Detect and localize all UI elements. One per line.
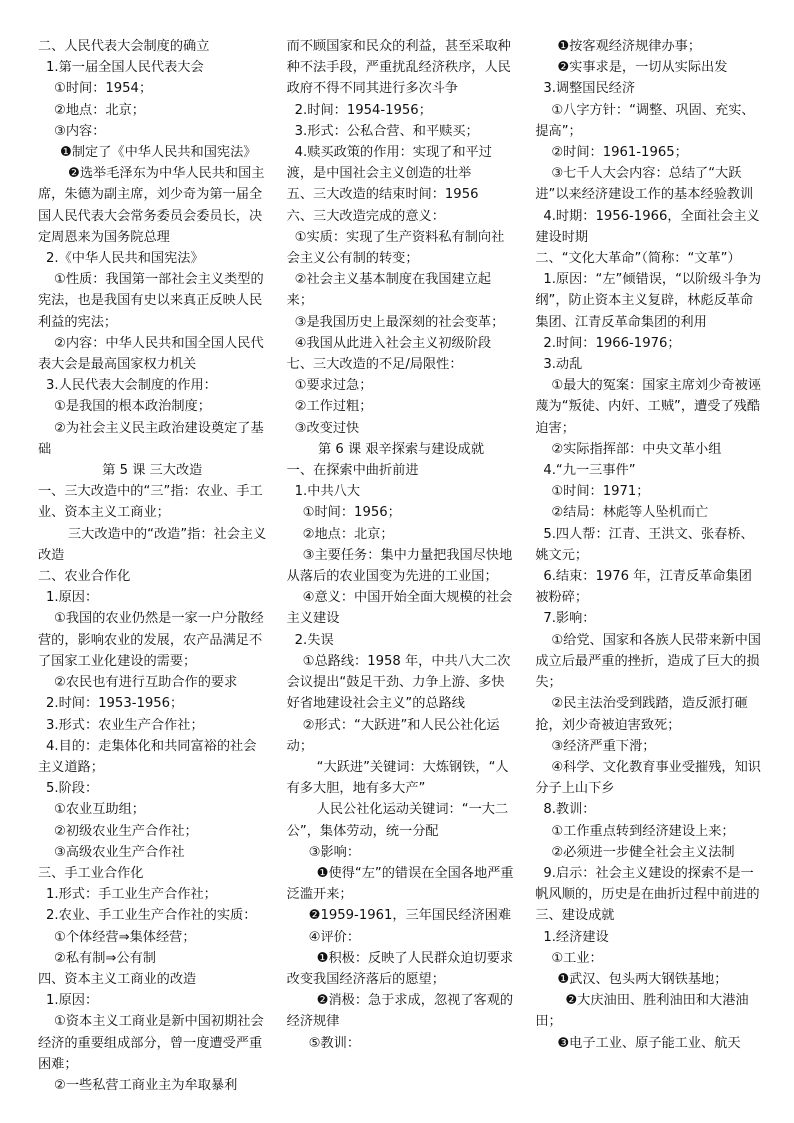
text-line: 七、三大改造的不足/局限性： (286, 357, 463, 373)
text-line: ③影响： (308, 844, 361, 860)
text-line: “大跃进”关键词：大炼钢铁，“人有多大胆，地有多大产” (286, 759, 509, 797)
text-line: ④评价： (308, 929, 361, 945)
text-line: ①工业： (551, 950, 603, 966)
text-line: 五、三大改造的结束时间：1956 (286, 187, 479, 203)
text-line: ③七千人大会内容：总结了“大跃进”以来经济建设工作的基本经验教训 (535, 166, 754, 203)
text-line: 8.教训： (543, 802, 596, 818)
text-line: 二、人民代表大会制度的确立 (38, 39, 210, 54)
text-line: ❶积极：反映了人民群众迫切要求改变我国经济落后的愿望； (286, 950, 514, 987)
text-line: 而不顾国家和民众的利益，甚至采取种种不法手段，严重扰乱经济秩序，人民政府不得不同其进行多次斗争 (286, 39, 511, 97)
text-line: 二、“文化大革命”（简称：“文革”） (535, 251, 741, 267)
text-line: 7.影响： (543, 611, 596, 627)
text-line: ①农业互助组； (54, 802, 145, 818)
text-line: ②农民也有进行互助合作的要求 (54, 675, 238, 691)
text-line: 9.启示：社会主义建设的探索不是一帆风顺的，历史是在曲折过程中前进的 (535, 865, 760, 903)
text-line: ②结局：林彪等人坠机而亡 (551, 505, 709, 521)
text-line: 人民公社化运动关键词：“一大二公”，集体劳动，统一分配 (286, 802, 509, 839)
text-line: ①是我国的根本政治制度； (54, 399, 211, 415)
text-line: 2.时间：1953-1956； (46, 696, 184, 712)
text-line: 3.调整国民经济 (543, 81, 636, 97)
text-line: ①性质：我国第一部社会主义类型的宪法，也是我国有史以来真正反映人民利益的宪法； (38, 272, 264, 330)
text-line: ③内容： (54, 123, 106, 139)
text-line: 一、在探索中曲折前进 (286, 463, 419, 479)
text-line: ①要求过急； (294, 378, 373, 394)
text-line: ③改变过快 (294, 420, 360, 436)
text-line: ①八字方针：“调整、巩固、充实、提高”； (535, 102, 755, 139)
text-line: 2.农业、手工业生产合作社的实质： (46, 908, 257, 924)
text-line: ②初级农业生产合作社； (54, 823, 198, 839)
text-line: 四、资本主义工商业的改造 (38, 971, 197, 987)
text-line: ②实际指挥部：中央文革小组 (551, 441, 722, 457)
text-line: ②地点：北京； (54, 102, 145, 118)
text-line: 1.原因： (46, 993, 99, 1009)
column-left (38, 36, 267, 1123)
text-line: ①资本主义工商业是新中国初期社会经济的重要组成部分，曾一度遭受严重困难； (38, 1014, 264, 1072)
text-line: 6.结束：1976 年，江青反革命集团被粉碎； (535, 569, 752, 606)
text-line: 一、三大改造中的“三”指：农业、手工业、资本主义工商业； (38, 484, 263, 521)
text-line: ④科学、文化教育事业受摧残，知识分子上山下乡 (535, 759, 761, 797)
text-line: ①我国的农业仍然是一家一户分散经营的，影响农业的发展，农产品满足不了国家工业化建设的需要； (38, 611, 264, 669)
text-line: 5.阶段： (46, 781, 99, 797)
text-line: 4.目的：走集体化和共同富裕的社会主义道路； (38, 738, 257, 775)
text-line: ②时间：1961-1965； (551, 145, 688, 161)
column-right (535, 36, 764, 1123)
text-line: ①实质：实现了生产资料私有制向社会主义公有制的转变； (286, 229, 505, 267)
text-line: ②民主法治受到践踏，造反派打砸抢，刘少奇被迫害致死； (535, 696, 748, 733)
text-line: ❷大庆油田、胜利油田和大港油田； (535, 993, 749, 1030)
text-line: 第 5 课 三大改造 (102, 463, 203, 479)
text-line: ②地点：北京； (302, 526, 394, 542)
text-line: 3.动乱 (543, 357, 583, 373)
text-line: ❸电子工业、原子能工业、航天 (557, 1035, 741, 1051)
text-line: ①工作重点转到经济建设上来； (551, 823, 735, 839)
text-line: 三、手工业合作化 (38, 865, 144, 881)
text-line: ❷1959-1961，三年国民经济困难 (308, 908, 512, 924)
text-line: ❷消极：急于求成，忽视了客观的经济规律 (286, 993, 514, 1030)
column-middle (287, 36, 516, 1123)
text-line: ②社会主义基本制度在我国建立起来； (286, 272, 492, 309)
text-line: ②为社会主义民主政治建设奠定了基础 (38, 420, 264, 457)
text-line: ①总路线：1958 年，中共八大二次会议提出“鼓足干劲、力争上游、多快好省地建设社会主义”的总路线 (286, 653, 511, 712)
text-line: ①时间：1971； (551, 484, 650, 500)
text-line: 三、建设成就 (535, 908, 615, 924)
text-line: ③高级农业生产合作社 (54, 844, 185, 860)
text-line: 5.四人帮：江青、王洪文、张春桥、姚文元； (535, 526, 754, 563)
text-line: ❶使得“左”的错误在全国各地严重泛滥开来； (286, 865, 514, 903)
text-line: ②一些私营工商业主为牟取暴利 (54, 1077, 238, 1093)
text-line: ❶武汉、包头两大钢铁基地； (557, 971, 728, 987)
text-line: ⑤教训： (308, 1035, 361, 1051)
text-line: 4.“九一三事件” (543, 463, 636, 479)
text-line: ❶按客观经济规律办事； (557, 39, 702, 54)
text-line: ②工作过粗； (294, 399, 373, 415)
text-line: 4.时期：1956-1966，全面社会主义建设时期 (535, 208, 760, 245)
text-line: ①给党、国家和各族人民带来新中国成立后最严重的挫折，造成了巨大的损失； (535, 632, 761, 691)
text-line: 第 6 课 艰辛探索与建设成就 (317, 441, 485, 457)
text-line: 2.时间：1966-1976； (543, 335, 681, 351)
text-line: ❶制定了《中华人民共和国宪法》 (60, 145, 257, 161)
text-line: ❷实事求是，一切从实际出发 (557, 60, 728, 76)
text-line: 二、农业合作化 (38, 569, 131, 585)
text-line: 六、三大改造完成的意义： (286, 208, 445, 224)
text-line: 4.赎买政策的作用：实现了和平过渡，是中国社会主义创造的壮举 (286, 145, 492, 182)
text-line: 2.失误 (294, 632, 334, 648)
text-line: 2.时间：1954-1956； (294, 102, 432, 118)
text-line: 2.《中华人民共和国宪法》 (46, 251, 204, 267)
text-line: ④我国从此进入社会主义初级阶段 (294, 335, 492, 351)
text-line: 三大改造中的“改造”指：社会主义改造 (38, 526, 267, 563)
text-line: ①时间：1954； (54, 81, 153, 97)
text-line: ❷选举毛泽东为中华人民共和国主席，朱德为副主席，刘少奇为第一届全国人民代表大会常务委员会委员长，决定周恩来为国务院总理 (38, 166, 265, 245)
text-line: 1.经济建设 (543, 929, 609, 945)
text-line: 1.原因：“左”倾错误，“以阶级斗争为纲”，防止资本主义复辟，林彪反革命集团、江青反革命集团的利用 (535, 272, 762, 330)
text-line: ②形式：“大跃进”和人民公社化运动； (286, 717, 500, 754)
text-line: 3.形式：农业生产合作社； (46, 717, 204, 733)
text-line: ①时间：1956； (302, 505, 401, 521)
text-line: 1.形式：手工业生产合作社； (46, 887, 217, 903)
text-line: ③主要任务：集中力量把我国尽快地从落后的农业国变为先进的工业国； (286, 547, 513, 585)
text-line: 1.中共八大 (294, 484, 361, 500)
text-line: 1.原因： (46, 590, 99, 606)
text-line: 3.人民代表大会制度的作用： (46, 378, 217, 394)
text-line: ②私有制⇒公有制 (54, 950, 156, 966)
text-line: ③经济严重下滑； (551, 738, 656, 754)
text-line: ①个体经营⇒集体经营； (54, 929, 196, 945)
text-line: ②内容：中华人民共和国全国人民代表大会是最高国家权力机关 (38, 335, 264, 373)
text-line: ④意义：中国开始全面大规模的社会主义建设 (286, 590, 513, 627)
text-line: ②必须进一步健全社会主义法制 (551, 844, 735, 860)
text-line: 1.第一届全国人民代表大会 (46, 60, 204, 76)
text-line: 3.形式：公私合营、和平赎买； (294, 123, 479, 139)
text-line: ①最大的冤案：国家主席刘少奇被诬蔑为“叛徒、内奸、工贼”，遭受了残酷迫害； (535, 378, 761, 436)
text-line: ③是我国历史上最深刻的社会变革； (294, 314, 505, 330)
